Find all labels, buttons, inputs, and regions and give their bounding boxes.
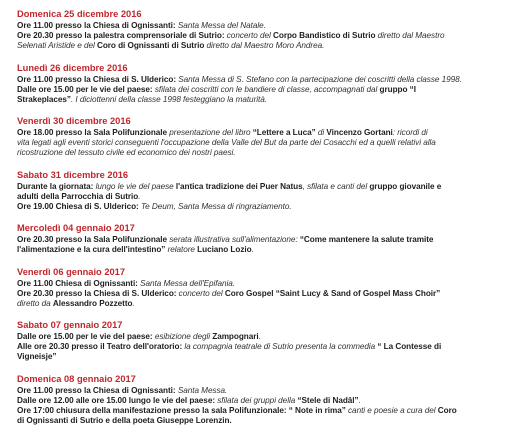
bold-text-segment: Ore 17:00 chiusura della manifestazione presso la sala Polifunzionale: (17, 405, 289, 415)
italic-text-segment: esibizione degli (154, 332, 213, 341)
bold-text-segment: “Come mantenere la salute tramite (299, 235, 434, 244)
italic-text-segment: la compagnia teatrale di Sutrio (184, 342, 296, 351)
event-line (17, 148, 517, 158)
bold-text-segment: Strakeplaces” (17, 94, 71, 104)
italic-text-segment: presentazione del libro (169, 128, 253, 137)
bold-text-segment: Ore 20.30 presso la Chiesa di S. Ulderico: (17, 288, 179, 298)
bold-text-segment: “ La Contesse di (377, 342, 442, 351)
event-line (17, 416, 517, 426)
event-line (17, 85, 517, 95)
italic-text-segment: Te Deum, Santa Messa di ringraziamento. (140, 201, 292, 211)
bold-text-segment: gruppo “I (379, 84, 416, 94)
bold-text-segment: Ore 11.00 presso la Chiesa di Ognissanti: (17, 21, 178, 30)
event-line (17, 396, 517, 406)
italic-text-segment: Selenati Aristide e del (17, 41, 97, 50)
event-block (17, 223, 517, 255)
italic-text-segment: relatore (167, 245, 198, 254)
bold-text-segment: Coro di Ognissanti di Sutrio (96, 41, 207, 50)
italic-text-segment: . (251, 245, 254, 254)
event-date: Mercoledì 04 gennaio 2017 (17, 223, 135, 233)
bold-text-segment: Ore 20.30 presso la Sala Polifunzionale (17, 235, 170, 244)
bold-text-segment: Dalle ore 15.00 per le vie del paese: (17, 84, 155, 94)
italic-text-segment: concerto del (226, 31, 273, 40)
bold-text-segment: Ore 11.00 presso la Chiesa di Ognissanti: (17, 385, 178, 395)
italic-text-segment: ricostruzione del tessuto civile ed economico dei nostri paesi. (17, 148, 236, 157)
italic-text-segment: di (317, 128, 327, 137)
bold-text-segment: Ore 18.00 presso la Sala Polifunzionale (17, 128, 170, 137)
italic-text-segment: Santa Messa del Natale. (177, 21, 266, 30)
event-line (17, 31, 517, 41)
event-date: Domenica 08 gennaio 2017 (17, 373, 136, 384)
italic-text-segment: canti e poesie a cura del (348, 405, 438, 415)
bold-text-segment: Zampognari (212, 332, 259, 341)
event-line (17, 289, 517, 299)
bold-text-segment: Durante la giornata: (17, 181, 96, 191)
bold-text-segment: Alessandro Pozzetto (52, 298, 133, 308)
bold-text-segment: Dalle ore 12.00 alle ore 15.00 lungo le vie del paese: (17, 395, 218, 405)
italic-text-segment: sfilata dei gruppi della (217, 395, 298, 405)
italic-text-segment: . (258, 332, 261, 341)
italic-text-segment: Santa Messa dell'Epifania. (140, 278, 236, 288)
italic-text-segment: Santa Messa. (177, 385, 228, 395)
bold-text-segment: Coro (437, 405, 457, 415)
event-date: Sabato 31 dicembre 2016 (17, 169, 129, 180)
event-line (17, 342, 517, 352)
italic-text-segment: . (138, 191, 141, 201)
italic-text-segment: serata illustrativa sull'alimentazione: (169, 235, 300, 244)
italic-text-segment: : ricordi di (392, 128, 428, 137)
event-block (17, 374, 517, 426)
bold-text-segment: Ore 19.00 Chiesa di S. Ulderico: (17, 201, 141, 211)
event-line (17, 235, 517, 245)
bold-text-segment: Vigneisje” (17, 352, 57, 361)
italic-text-segment: Santa Messa di S. Stefano con la partecipazione dei coscritti della classe 1998. (178, 74, 462, 84)
bold-text-segment: “ Note in rima” (288, 405, 349, 415)
event-line (17, 406, 517, 416)
bold-text-segment: Ore 20.30 presso la palestra comprensoriale di Sutrio: (17, 31, 227, 40)
bold-text-segment: adulti della Parrocchia di Sutrio (17, 191, 139, 201)
event-date: Venerdì 06 gennaio 2017 (17, 266, 125, 277)
event-line (17, 95, 517, 105)
italic-text-segment: diretto da (17, 298, 53, 308)
bold-text-segment: Alle ore 20.30 presso il Teatro dell'oratorio: (17, 342, 185, 351)
italic-text-segment: , sfilata e canti del (302, 181, 370, 191)
bold-text-segment: Corpo Bandistico di Sutrio (273, 31, 378, 40)
event-date: Lunedì 26 dicembre 2016 (17, 62, 128, 73)
event-date: Venerdì 30 dicembre 2016 (17, 116, 131, 126)
bold-text-segment: “Lettere a Luca” (252, 128, 318, 137)
bold-text-segment: Coro Gospel “Saint Lucy & Sand of Gospel Mass Choir” (224, 288, 441, 298)
event-line (17, 75, 517, 85)
bold-text-segment: “Stele di Nadâl” (297, 395, 359, 405)
italic-text-segment: diretto dal Maestro (377, 31, 445, 40)
italic-text-segment: concerto del (178, 288, 225, 298)
event-line (17, 182, 517, 192)
event-line (17, 245, 517, 255)
event-line (17, 279, 517, 289)
event-line (17, 128, 517, 138)
event-block (17, 170, 517, 212)
italic-text-segment: vita legati agli eventi storici conseguenti l'occupazione della Valle del But da parte dei Cosacchi ed a quelli relativi alla (17, 138, 436, 147)
bold-text-segment: Luciano Lozio (197, 245, 252, 254)
event-date: Domenica 25 dicembre 2016 (17, 9, 142, 19)
bold-text-segment: di Ognissanti di Sutrio e della poeta Giuseppe Lorenzin. (17, 415, 232, 425)
italic-text-segment: diretto dal Maestro Moro Andrea. (206, 41, 325, 50)
italic-text-segment: sfilata dei coscritti con le bandiere di classe, accompagnati dal (154, 84, 380, 94)
event-line (17, 192, 517, 202)
event-block (17, 9, 517, 51)
bold-text-segment: Ore 11.00 Chiesa di Ognissanti: (17, 278, 141, 288)
bold-text-segment: Dalle ore 15.00 per le vie del paese: (17, 332, 155, 341)
events-program (17, 9, 517, 437)
event-line (17, 138, 517, 148)
event-line (17, 386, 517, 396)
italic-text-segment: presenta la commedia (295, 342, 378, 351)
italic-text-segment: lungo le vie del paese (95, 181, 176, 191)
event-line (17, 41, 517, 51)
italic-text-segment: . (132, 298, 135, 308)
event-date: Sabato 07 gennaio 2017 (17, 320, 123, 330)
italic-text-segment: . I diciottenni della classe 1998 festeggiano la maturità. (70, 94, 267, 104)
italic-text-segment: . (358, 395, 361, 405)
event-block (17, 63, 517, 105)
bold-text-segment: Vincenzo Gortani (326, 128, 393, 137)
event-line (17, 21, 517, 31)
bold-text-segment: gruppo giovanile e (369, 181, 442, 191)
event-block (17, 267, 517, 309)
event-line (17, 299, 517, 309)
event-line (17, 202, 517, 212)
event-line (17, 352, 517, 362)
event-line (17, 332, 517, 342)
bold-text-segment: l'alimentazione e la cura dell'intestino” (17, 245, 168, 254)
event-block (17, 320, 517, 362)
bold-text-segment: l'antica tradizione dei Puer Natus (175, 181, 303, 191)
event-block (17, 116, 517, 158)
bold-text-segment: Ore 11.00 presso la Chiesa di S. Ulderico: (17, 74, 179, 84)
